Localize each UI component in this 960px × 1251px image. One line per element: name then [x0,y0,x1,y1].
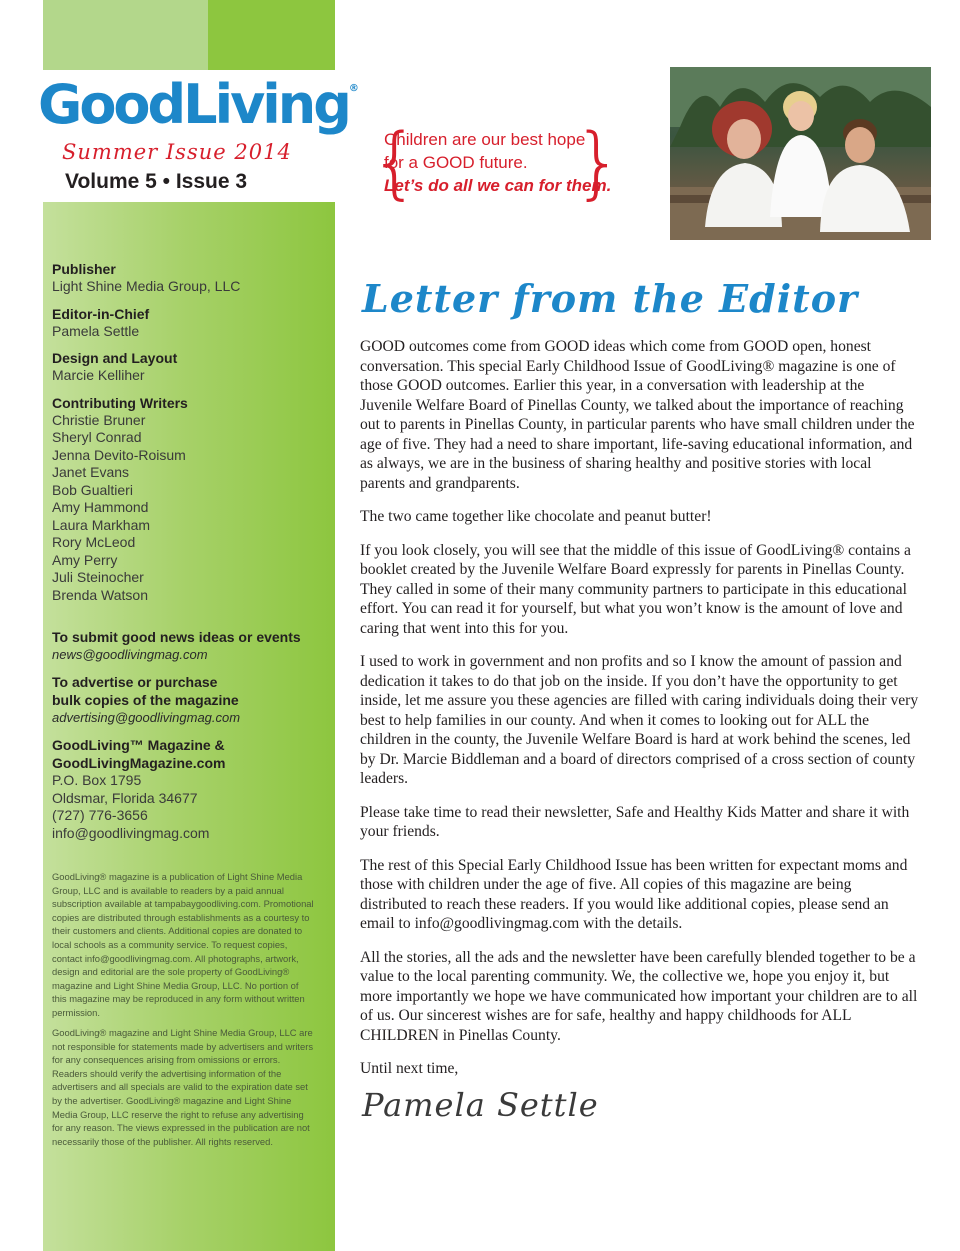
letter-paragraph: The two came together like chocolate and peanut butter! [360,508,712,525]
letter-title: Letter from the Editor [362,276,859,321]
letter-paragraph: Please take time to read their newsletter, Safe and Healthy Kids Matter and share it with your friends. [360,803,910,840]
issue-title: Summer Issue 2014 [62,140,292,164]
contact-email-link[interactable]: info@goodlivingmag.com [52,824,210,841]
green-band-light [43,0,208,70]
publisher-name: Light Shine Media Group, LLC [52,278,241,294]
left-brace-icon: { [370,118,420,208]
advertise-email-link[interactable]: advertising@goodlivingmag.com [52,710,241,725]
writer-name: Christie Bruner [52,411,146,428]
contact-label: GoodLivingMagazine.com [52,755,226,771]
volume-issue: Volume 5 • Issue 3 [65,170,248,193]
writer-name: Laura Markham [52,516,151,533]
writer-name: Rory McLeod [52,534,136,550]
tagline-line: Children are our best hope [384,130,586,149]
fine-print-disclaimer: GoodLiving® magazine and Light Shine Media Group, LLC are not responsible for statements made by advertisers and writers for any consequences arising from omissions or errors. Readers should verify the advertising information of the advertisers and all specials are valid to the expiration date set by the advertiser. GoodLiving® magazine and Light Shine Media Group, LLC reserve the right to refuse any advertising for any reason. The views expressed in the publication are not necessarily those of the publisher. All rights reserved. [52,1027,314,1147]
designer-name: Marcie Kelliher [52,367,145,383]
submit-email-link[interactable]: news@goodlivingmag.com [52,647,208,662]
masthead [52,260,332,851]
address-line: Oldsmar, Florida 34677 [52,789,198,806]
writers-label: Contributing Writers [52,394,188,411]
contact-label: GoodLiving™ Magazine & [52,737,225,753]
letter-body [360,337,920,1093]
address-line: P.O. Box 1795 [52,772,142,788]
design-label: Design and Layout [52,350,178,366]
editor-name: Pamela Settle [52,322,140,339]
family-photo-illustration [670,67,931,240]
letter-closing: Until next time, [360,1060,459,1077]
writer-name: Janet Evans [52,464,130,480]
letter-paragraph: All the stories, all the ads and the newsletter have been carefully blended together to be a value to the local parenting community. We, the collective we, hope you enjoy it, but more importantly we hope we have communicated how important your children are to all of us. Our sincerest wishes are for safe, healthy and happy childhoods for ALL CHILDREN in Pinellas County. [360,948,918,1044]
tagline-box [370,118,623,208]
editor-signature: Pamela Settle [362,1086,599,1124]
writer-name: Brenda Watson [52,586,148,603]
tagline-line: for a GOOD future. [384,153,528,172]
letter-paragraph: I used to work in government and non profits and so I know the amount of passion and dedication it takes to do that job on the inside. If you don’t have the opportunity to get inside, let me assure you these agencies are filled with caring individuals doing their very best to help families in our county. And when it comes to looking out for ALL the children in the county, the Juvenile Welfare Board is hard at work behind the scenes, led by Dr. Marcie Biddleman and a board of directors comprised of a cross section of county leaders. [360,653,919,787]
letter-paragraph: If you look closely, you will see that the middle of this issue of GoodLiving® contains a booklet created by the Juvenile Welfare Board expressly for parents in Pinellas County. They called in some of their many community partners to participate in this educational effort. You can read it for yourself, but what you won’t know is the amount of love and caring that went into this for you. [360,541,911,637]
writer-name: Juli Steinocher [52,569,144,585]
publisher-label: Publisher [52,261,116,277]
green-band-dark [208,0,335,70]
editor-label: Editor-in-Chief [52,305,150,322]
writer-name: Sheryl Conrad [52,429,142,445]
advertise-label: bulk copies of the magazine [52,692,239,708]
phone-number: (727) 776-3656 [52,807,148,823]
writer-name: Jenna Devito-Roisum [52,446,186,463]
fine-print-publication: GoodLiving® magazine is a publication of Light Shine Media Group, LLC and is available to readers by a paid annual subscription available at tampabaygoodliving.com. Promotional copies are distributed through establishments as a courtesy to their customers and clients. Additional copies are donated to local schools as a community service. To request copies, contact info@goodlivingmag.com. All photographs, artwork, design and editorial are the sole property of GoodLiving® magazine and Light Shine Media Group, LLC. No portion of this magazine may be reproduced in any form without written permission. [52,871,314,1018]
writer-name: Amy Hammond [52,499,149,515]
family-photo [670,67,931,240]
letter-paragraph: GOOD outcomes come from GOOD ideas which come from GOOD open, honest conversation. This special Early Childhood Issue of GoodLiving® magazine is one of those GOOD outcomes. Earlier this year, in a conversation with leadership at the Juvenile Welfare Board of Pinellas County, we talked about the importance of reaching out to parents in Pinellas County, in particular parents who have small children under the age of five. They had a need to share important, life-saving educational information, and as always, we are in the business of sharing healthy and positive stories with local parents and grandparents. [360,338,915,492]
goodliving-logo: GoodLiving® [38,73,359,136]
writer-name: Bob Gualtieri [52,481,133,498]
writer-name: Amy Perry [52,551,118,568]
submit-label: To submit good news ideas or events [52,629,301,645]
tagline-line: Let’s do all we can for them. [384,176,612,195]
right-brace-icon: } [573,118,623,208]
advertise-label: To advertise or purchase [52,674,218,690]
letter-paragraph: The rest of this Special Early Childhood Issue has been written for expectant moms and those with children under the age of five. All copies of this magazine are being distributed to reach these readers. If you would like additional copies, please send an email to info@goodlivingmag.com with the details. [360,856,908,932]
